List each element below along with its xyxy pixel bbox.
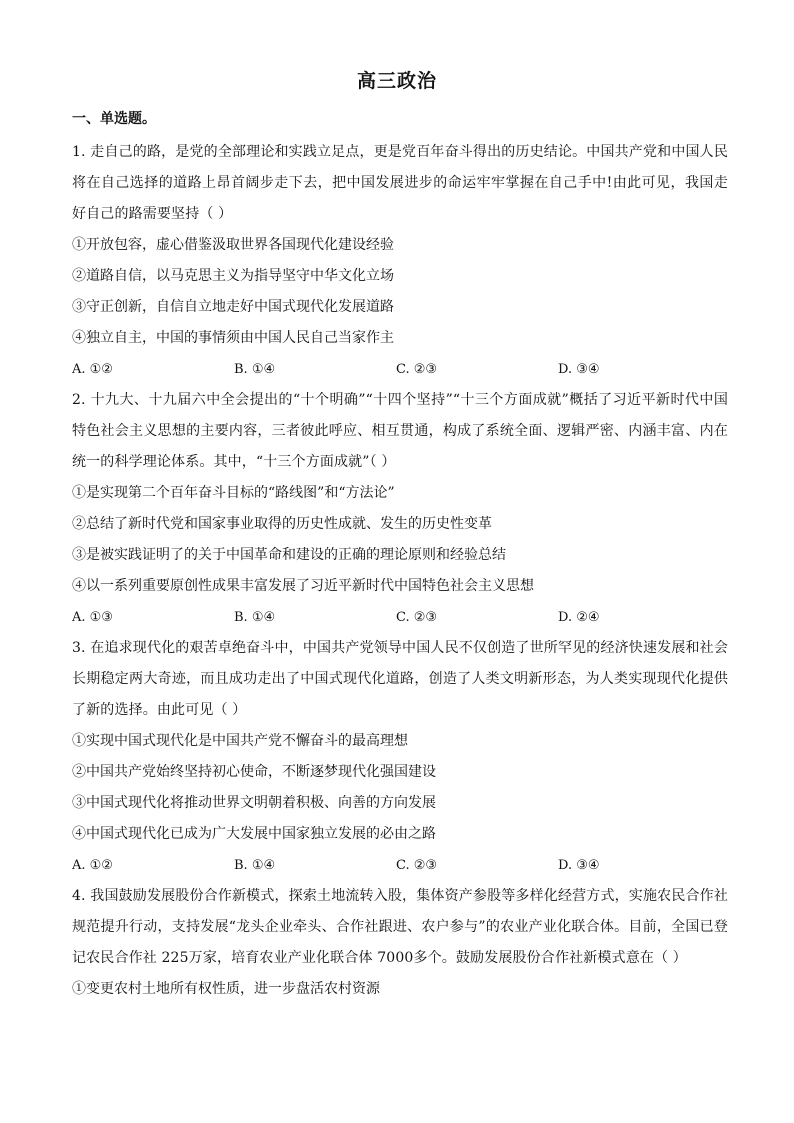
statement-option: ①开放包容，虚心借鉴汲取世界各国现代化建设经验 [72,237,394,253]
answer-choice-a: A. ①② [72,362,113,377]
question-stem: 2. 十九大、十九届六中全会提出的“十个明确”“十四个坚持”“十三个方面成就”概括了习近平新时代中国特色社会主义思想的主要内容，三者彼此呼应、相互贯通，构成了系统全面、逻辑严密、内涵丰富、内在统一的科学理论体系。其中，“十三个方面成就”（ ） [72,392,728,470]
answer-choice-c: C. ②③ [396,610,438,625]
answer-choice-d: D. ③④ [558,858,600,873]
statement-option: ③守正创新，自信自立地走好中国式现代化发展道路 [72,299,394,315]
statement-option: ③是被实践证明了的关于中国革命和建设的正确的理论原则和经验总结 [72,547,506,563]
answer-choice-c: C. ②③ [396,858,438,873]
question-3 [72,633,728,881]
question-stem: 1. 走自己的路，是党的全部理论和实践立足点，更是党百年奋斗得出的历史结论。中国共产党和中国人民将在自己选择的道路上昂首阔步走下去，把中国发展进步的命运牢牢掌握在自己手中!由此可见，我国走好自己的路需要坚持（ ） [72,144,728,222]
answer-choice-b: B. ①④ [234,362,276,377]
statement-option: ④中国式现代化已成为广大发展中国家独立发展的必由之路 [72,826,436,842]
answer-choice-c: C. ②③ [396,362,438,377]
statement-option: ②中国共产党始终坚持初心使命，不断逐梦现代化强国建设 [72,764,436,780]
answer-choices [72,602,728,633]
answer-choice-b: B. ①④ [234,610,276,625]
statement-option: ③中国式现代化将推动世界文明朝着积极、向善的方向发展 [72,795,436,811]
answer-choice-d: D. ②④ [558,610,600,625]
answer-choices [72,850,728,881]
statement-option: ①变更农村土地所有权性质，进一步盘活农村资源 [72,981,380,997]
answer-choice-a: A. ①② [72,858,113,873]
answer-choice-d: D. ③④ [558,362,600,377]
answer-choices [72,354,728,385]
statement-option: ①实现中国式现代化是中国共产党不懈奋斗的最高理想 [72,733,408,749]
page-title: 高三政治 [356,70,437,92]
answer-choice-a: A. ①③ [72,610,113,625]
question-stem: 4. 我国鼓励发展股份合作新模式，探索土地流转入股，集体资产参股等多样化经营方式，实施农民合作社规范提升行动，支持发展“龙头企业牵头、合作社跟进、农户参与”的农业产业化联合体。目前，全国已登记农民合作社 225万家，培育农业产业化联合体 7000多个。鼓励发展股份合作社新模式意在（ ） [72,888,728,966]
question-list [72,137,728,1005]
question-4 [72,881,728,1005]
statement-option: ④独立自主，中国的事情须由中国人民自己当家作主 [72,330,394,346]
answer-choice-b: B. ①④ [234,858,276,873]
question-1 [72,137,728,385]
question-stem: 3. 在追求现代化的艰苦卓绝奋斗中，中国共产党领导中国人民不仅创造了世所罕见的经济快速发展和社会长期稳定两大奇迹，而且成功走出了中国式现代化道路，创造了人类文明新形态，为人类实现现代化提供了新的选择。由此可见（ ） [72,640,728,718]
statement-option: ②道路自信，以马克思主义为指导坚守中华文化立场 [72,268,394,284]
statement-option: ④以一系列重要原创性成果丰富发展了习近平新时代中国特色社会主义思想 [72,578,534,594]
statement-option: ②总结了新时代党和国家事业取得的历史性成就、发生的历史性变革 [72,516,492,532]
statement-option: ①是实现第二个百年奋斗目标的“路线图”和“方法论” [72,485,395,501]
section-heading: 一、单选题。 [72,111,156,127]
question-2 [72,385,728,633]
